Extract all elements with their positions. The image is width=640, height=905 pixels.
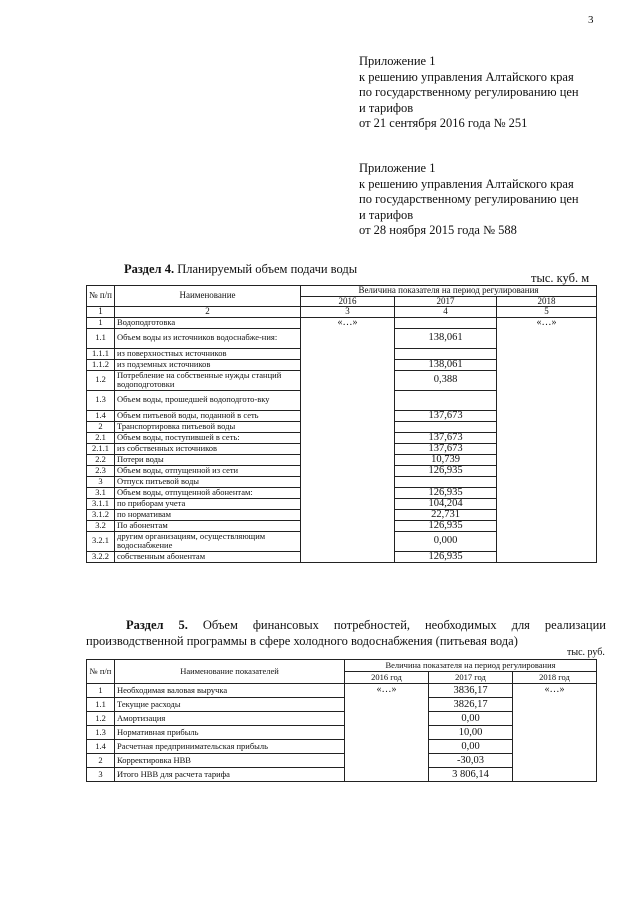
row-name: из поверхностных источников xyxy=(115,348,301,359)
value-2017: 0,00 xyxy=(429,740,513,754)
appendix-line: и тарифов xyxy=(359,100,414,115)
row-name: Транспортировка питьевой воды xyxy=(115,421,301,432)
row-number: 1 xyxy=(87,317,115,328)
row-name: Корректировка НВВ xyxy=(115,754,345,768)
row-number: 1.1.1 xyxy=(87,348,115,359)
row-name: собственным абонентам xyxy=(115,551,301,562)
value-2017 xyxy=(395,476,497,487)
row-name: Объем питьевой воды, поданной в сеть xyxy=(115,410,301,421)
col-index: 4 xyxy=(395,307,497,318)
appendix-block-2015 xyxy=(359,161,579,239)
row-name: Объем воды, прошедшей водоподгото-вку xyxy=(115,390,301,410)
row-number: 1.3 xyxy=(87,726,115,740)
appendix-line: Приложение 1 xyxy=(359,54,436,68)
value-2017 xyxy=(395,348,497,359)
row-name: из собственных источников xyxy=(115,443,301,454)
row-name: по нормативам xyxy=(115,509,301,520)
row-name: Необходимая валовая выручка xyxy=(115,684,345,698)
col-header-2018: 2018 xyxy=(497,296,597,307)
row-number: 2.1.1 xyxy=(87,443,115,454)
row-number: 3.2.2 xyxy=(87,551,115,562)
section-5-unit: тыс. руб. xyxy=(567,647,605,658)
col-header-2017: 2017 год xyxy=(429,672,513,684)
value-2017: 126,935 xyxy=(395,551,497,562)
value-2017: 0,000 xyxy=(395,531,497,551)
value-2017 xyxy=(395,317,497,328)
value-2017: 137,673 xyxy=(395,443,497,454)
col-header-2016: 2016 год xyxy=(345,672,429,684)
value-2017 xyxy=(395,421,497,432)
col-index: 2 xyxy=(115,307,301,318)
col-index: 1 xyxy=(87,307,115,318)
value-2017: 0,00 xyxy=(429,712,513,726)
row-name: Объем воды, отпущенной абонентам: xyxy=(115,487,301,498)
row-number: 1.1 xyxy=(87,328,115,348)
row-name: Объем воды, отпущенной из сети xyxy=(115,465,301,476)
appendix-line: по государственному регулированию цен xyxy=(359,85,579,99)
appendix-line: от 28 ноября 2015 года № 588 xyxy=(359,223,517,237)
col-header-num: № п/п xyxy=(87,660,115,684)
col-header-num: № п/п xyxy=(87,286,115,307)
section-5-title xyxy=(86,617,606,649)
row-number: 1 xyxy=(87,684,115,698)
row-name: Объем воды из источников водоснабже-ния: xyxy=(115,328,301,348)
appendix-line: и тарифов xyxy=(359,207,414,222)
row-name: Водоподготовка xyxy=(115,317,301,328)
col-index: 3 xyxy=(301,307,395,318)
table-row xyxy=(87,317,597,328)
value-2018: «…» xyxy=(513,684,597,782)
col-index: 5 xyxy=(497,307,597,318)
value-2017 xyxy=(395,390,497,410)
appendix-line: от 21 сентября 2016 года № 251 xyxy=(359,116,528,130)
col-header-name: Наименование показателей xyxy=(115,660,345,684)
row-name: Амортизация xyxy=(115,712,345,726)
row-number: 2.3 xyxy=(87,465,115,476)
row-number: 2.1 xyxy=(87,432,115,443)
row-name: Расчетная предпринимательская прибыль xyxy=(115,740,345,754)
table-row xyxy=(87,684,597,698)
row-number: 3.1 xyxy=(87,487,115,498)
value-2017: 137,673 xyxy=(395,432,497,443)
row-number: 3.2.1 xyxy=(87,531,115,551)
row-number: 2 xyxy=(87,421,115,432)
section-4-text: Планируемый объем подачи воды xyxy=(174,262,358,276)
appendix-block-2016 xyxy=(359,54,579,132)
row-number: 1.3 xyxy=(87,390,115,410)
section-5-label: Раздел 5. xyxy=(126,618,188,632)
value-2017: 138,061 xyxy=(395,328,497,348)
row-name: другим организациям, осуществляющим водоснабжение xyxy=(115,531,301,551)
appendix-line: по государственному регулированию цен xyxy=(359,192,579,206)
appendix-line: к решению управления Алтайского края xyxy=(359,69,574,84)
value-2017: 126,935 xyxy=(395,465,497,476)
col-header-2017: 2017 xyxy=(395,296,497,307)
value-2018: «…» xyxy=(497,317,597,562)
row-number: 3.1.1 xyxy=(87,498,115,509)
col-header-period: Величина показателя на период регулирования xyxy=(345,660,597,672)
row-name: Потери воды xyxy=(115,454,301,465)
row-name: Потребление на собственные нужды станций водоподготовки xyxy=(115,370,301,390)
section-5-text: Объем финансовых потребностей, необходимых для реализации производственной программы в сфере холодного водоснабжения (питьевая вода) xyxy=(86,618,606,648)
row-name: из подземных источников xyxy=(115,359,301,370)
value-2017: 138,061 xyxy=(395,359,497,370)
row-number: 1.4 xyxy=(87,740,115,754)
value-2017: 126,935 xyxy=(395,520,497,531)
value-2017: 10,00 xyxy=(429,726,513,740)
row-name: Текущие расходы xyxy=(115,698,345,712)
row-number: 1.2 xyxy=(87,370,115,390)
value-2016: «…» xyxy=(301,317,395,562)
row-number: 1.1 xyxy=(87,698,115,712)
section-4-title xyxy=(124,262,357,277)
row-name: Объем воды, поступившей в сеть: xyxy=(115,432,301,443)
financial-needs-table xyxy=(86,659,597,782)
value-2016: «…» xyxy=(345,684,429,782)
row-number: 2.2 xyxy=(87,454,115,465)
row-name: По абонентам xyxy=(115,520,301,531)
section-4-unit: тыс. куб. м xyxy=(531,271,590,285)
value-2017: 3826,17 xyxy=(429,698,513,712)
value-2017: 10,739 xyxy=(395,454,497,465)
water-volume-table xyxy=(86,285,597,563)
value-2017: 3836,17 xyxy=(429,684,513,698)
row-number: 3.2 xyxy=(87,520,115,531)
row-number: 3 xyxy=(87,476,115,487)
row-name: Отпуск питьевой воды xyxy=(115,476,301,487)
value-2017: 0,388 xyxy=(395,370,497,390)
value-2017: 137,673 xyxy=(395,410,497,421)
row-name: по приборам учета xyxy=(115,498,301,509)
section-4-label: Раздел 4. xyxy=(124,262,175,276)
value-2017: 126,935 xyxy=(395,487,497,498)
row-number: 3.1.2 xyxy=(87,509,115,520)
value-2017: 104,204 xyxy=(395,498,497,509)
col-header-2016: 2016 xyxy=(301,296,395,307)
col-header-2018: 2018 год xyxy=(513,672,597,684)
row-number: 1.1.2 xyxy=(87,359,115,370)
value-2017: 3 806,14 xyxy=(429,768,513,782)
appendix-line: к решению управления Алтайского края xyxy=(359,176,574,191)
row-number: 2 xyxy=(87,754,115,768)
col-header-name: Наименование xyxy=(115,286,301,307)
row-number: 3 xyxy=(87,768,115,782)
appendix-line: Приложение 1 xyxy=(359,161,436,175)
row-name: Нормативная прибыль xyxy=(115,726,345,740)
page-number: 3 xyxy=(588,14,594,26)
value-2017: 22,731 xyxy=(395,509,497,520)
value-2017: -30,03 xyxy=(429,754,513,768)
col-header-period: Величина показателя на период регулирования xyxy=(301,286,597,297)
row-number: 1.4 xyxy=(87,410,115,421)
row-number: 1.2 xyxy=(87,712,115,726)
row-name: Итого НВВ для расчета тарифа xyxy=(115,768,345,782)
